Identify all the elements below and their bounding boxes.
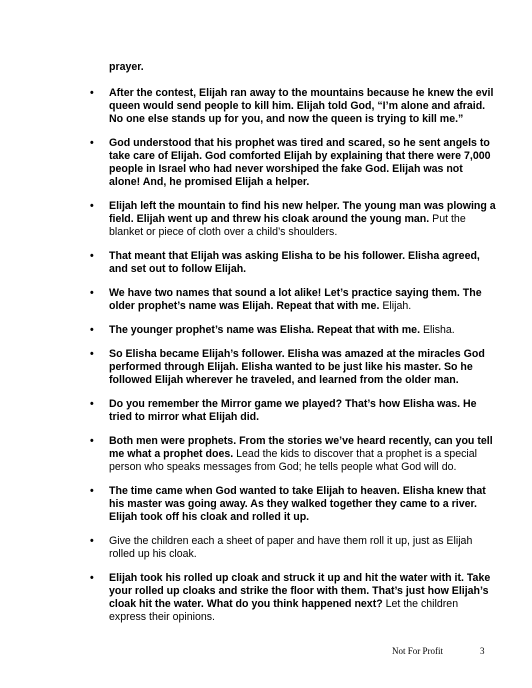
item-plain-text: Let the children express their opinions.	[109, 598, 459, 623]
bullet-icon: •	[90, 348, 94, 360]
item-bold-text: That meant that Elijah was asking Elisha to be his follower. Elisha agreed, and set out to follow Elijah.	[109, 250, 480, 275]
list-item	[86, 398, 496, 424]
list-item	[86, 324, 496, 337]
list-item	[86, 200, 496, 239]
item-bold-text: Do you remember the Mirror game we played? That’s how Elisha was. He tried to mirror what Elijah did.	[109, 398, 477, 423]
list-item	[86, 535, 496, 561]
bullet-icon: •	[90, 435, 94, 447]
item-bold-text: The time came when God wanted to take Elijah to heaven. Elisha knew that his master was going away. As they walked together they came to a river. Elijah took off his cloak and rolled it up.	[109, 485, 486, 523]
list-item	[86, 250, 496, 276]
bullet-icon: •	[90, 287, 94, 299]
item-bold-text: We have two names that sound a lot alike! Let’s practice saying them. The older prophet’s name was Elijah. Repeat that with me.	[109, 287, 482, 312]
footer-text: Not For Profit	[392, 646, 444, 656]
lead-text: prayer.	[109, 61, 144, 73]
list-item	[86, 435, 496, 474]
item-bold-text: The younger prophet’s name was Elisha. Repeat that with me.	[109, 324, 421, 336]
page-number: 3	[480, 646, 485, 656]
bullet-icon: •	[90, 87, 94, 99]
bullet-icon: •	[90, 324, 94, 336]
list-item	[86, 287, 496, 313]
item-plain-text: Give the children each a sheet of paper and have them roll it up, just as Elijah rolled up his cloak.	[109, 535, 473, 560]
bullet-icon: •	[90, 572, 94, 584]
item-bold-text: After the contest, Elijah ran away to the mountains because he knew the evil queen would send people to kill him. Elijah told God, “I’m alone and afraid. No one else stands up for you, and now the queen is trying to kill me.”	[109, 87, 494, 125]
list-item	[86, 137, 496, 189]
bullet-icon: •	[90, 200, 94, 212]
item-plain-text: Put the blanket or piece of cloth over a child’s shoulders.	[109, 213, 466, 238]
bullet-icon: •	[90, 535, 94, 547]
item-bold-text: Both men were prophets. From the stories we’ve heard recently, can you tell me what a prophet does.	[109, 435, 493, 460]
item-bold-text: God understood that his prophet was tired and scared, so he sent angels to take care of Elijah. God comforted Elijah by explaining that there were 7,000 people in Israel who had never worshiped the fake God. Elijah was not alone! And, he promised Elijah a helper.	[109, 137, 491, 188]
bullet-list	[86, 87, 496, 635]
item-bold-text: So Elisha became Elijah’s follower. Elisha was amazed at the miracles God performed through Elijah. Elisha wanted to be just like his master. So he followed Elijah wherever he traveled, and learned from the older man.	[109, 348, 485, 386]
bullet-icon: •	[90, 250, 94, 262]
item-plain-text: Lead the kids to discover that a prophet is a special person who speaks messages from God; he tells people what God will do.	[109, 448, 478, 473]
bullet-icon: •	[90, 137, 94, 149]
item-plain-text: Elisha.	[420, 324, 455, 336]
bullet-icon: •	[90, 398, 94, 410]
list-item	[86, 572, 496, 624]
item-plain-text: Elijah.	[379, 300, 412, 312]
list-item	[86, 87, 496, 126]
list-item	[86, 485, 496, 524]
item-bold-text: Elijah took his rolled up cloak and struck it up and hit the water with it. Take your rolled up cloaks and strike the floor with them. That’s just how Elijah’s cloak hit the water. What do you think happened next?	[109, 572, 491, 610]
bullet-icon: •	[90, 485, 94, 497]
list-item	[86, 348, 496, 387]
item-bold-text: Elijah left the mountain to find his new helper. The young man was plowing a field. Elijah went up and threw his cloak around the young man.	[109, 200, 496, 225]
